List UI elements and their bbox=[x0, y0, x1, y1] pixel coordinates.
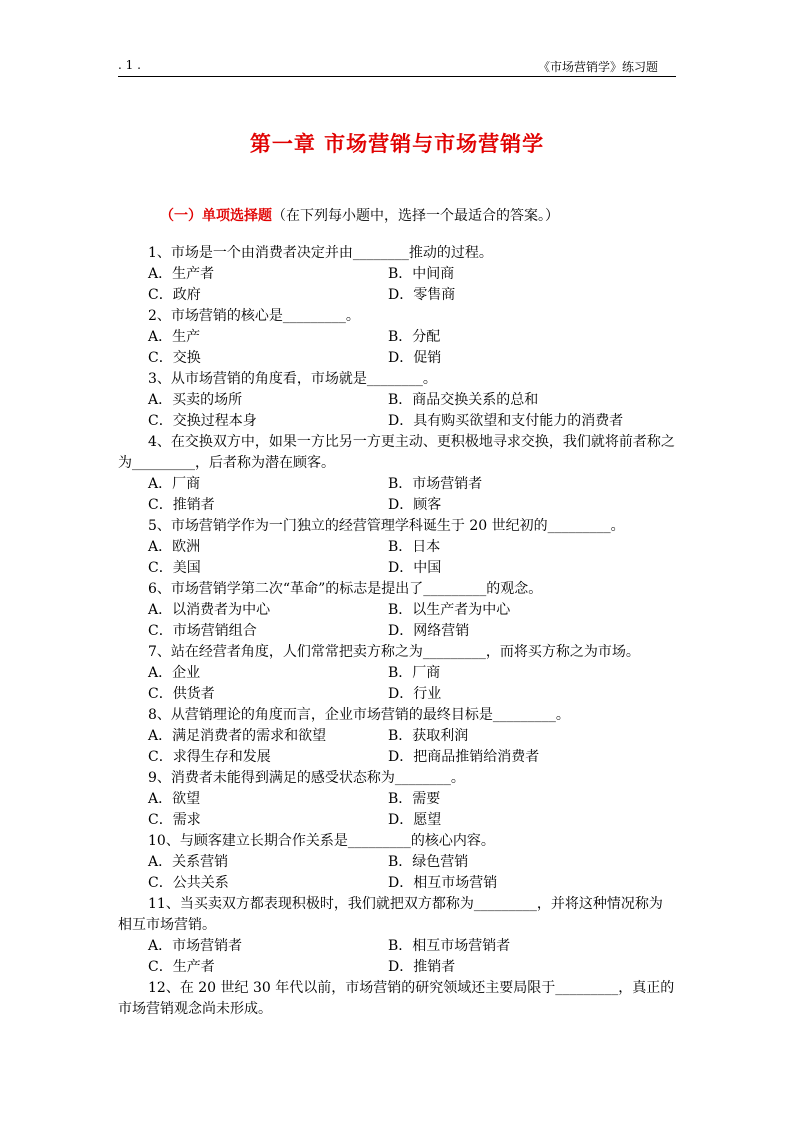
option-d: D．促销 bbox=[388, 350, 442, 366]
section-heading bbox=[160, 205, 559, 225]
option-c: C．交换 bbox=[148, 350, 201, 366]
question-list bbox=[0, 243, 794, 1020]
question bbox=[0, 516, 794, 579]
option-c: C．公共关系 bbox=[148, 875, 229, 891]
question bbox=[0, 831, 794, 894]
question bbox=[0, 768, 794, 831]
option-a: A．厂商 bbox=[148, 476, 201, 492]
question bbox=[0, 978, 794, 1020]
question bbox=[0, 894, 794, 978]
option-c: C．求得生存和发展 bbox=[148, 749, 271, 765]
option-d: D．零售商 bbox=[388, 287, 456, 303]
option-b: B．中间商 bbox=[388, 266, 455, 282]
option-a: A．欲望 bbox=[148, 791, 201, 807]
question bbox=[0, 306, 794, 369]
chapter-title: 第一章 市场营销与市场营销学 bbox=[249, 131, 545, 156]
option-d: D．推销者 bbox=[388, 959, 456, 975]
page-header bbox=[118, 58, 676, 77]
section-instruction: （在下列每小题中，选择一个最适合的答案。） bbox=[272, 208, 559, 224]
option-c: C．供货者 bbox=[148, 686, 215, 702]
question bbox=[0, 243, 794, 306]
option-b: B．绿色营销 bbox=[388, 854, 469, 870]
question-stem: 6、市场营销学第二次“革命”的标志是提出了_________的观念。 bbox=[148, 581, 543, 597]
option-a: A．生产者 bbox=[148, 266, 215, 282]
option-b: B．商品交换关系的总和 bbox=[388, 392, 539, 408]
document-title: 《市场营销学》练习题 bbox=[537, 60, 658, 74]
question-stem: 9、消费者未能得到满足的感受状态称为________。 bbox=[148, 770, 465, 786]
option-b: B．相互市场营销者 bbox=[388, 938, 511, 954]
option-a: A．买卖的场所 bbox=[148, 392, 243, 408]
option-d: D．行业 bbox=[388, 686, 442, 702]
question-stem: 4、在交换双方中，如果一方比另一方更主动、更积极地寻求交换，我们就将前者称之为_________，后者称为潜在顾客。 bbox=[118, 434, 675, 471]
option-d: D．顾客 bbox=[388, 497, 442, 513]
option-a: A．企业 bbox=[148, 665, 201, 681]
question-stem: 8、从营销理论的角度而言，企业市场营销的最终目标是_________。 bbox=[148, 707, 570, 723]
question-stem: 5、市场营销学作为一门独立的经营管理学科诞生于 20 世纪初的_________。 bbox=[148, 518, 625, 534]
option-c: C．政府 bbox=[148, 287, 201, 303]
option-c: C．生产者 bbox=[148, 959, 215, 975]
option-d: D．相互市场营销 bbox=[388, 875, 498, 891]
option-b: B．市场营销者 bbox=[388, 476, 483, 492]
option-b: B．分配 bbox=[388, 329, 441, 345]
option-c: C．市场营销组合 bbox=[148, 623, 257, 639]
option-d: D．把商品推销给消费者 bbox=[388, 749, 540, 765]
option-c: C．推销者 bbox=[148, 497, 215, 513]
option-d: D．中国 bbox=[388, 560, 442, 576]
option-a: A．满足消费者的需求和欲望 bbox=[148, 728, 327, 744]
option-d: D．具有购买欲望和支付能力的消费者 bbox=[388, 413, 624, 429]
option-b: B．厂商 bbox=[388, 665, 441, 681]
question-stem: 12、在 20 世纪 30 年代以前，市场营销的研究领域还主要局限于_________，真正的市场营销观念尚未形成。 bbox=[118, 980, 675, 1017]
option-a: A．以消费者为中心 bbox=[148, 602, 271, 618]
question bbox=[0, 642, 794, 705]
question bbox=[0, 705, 794, 768]
option-c: C．需求 bbox=[148, 812, 201, 828]
option-a: A．生产 bbox=[148, 329, 201, 345]
question bbox=[0, 579, 794, 642]
option-a: A．欧洲 bbox=[148, 539, 201, 555]
option-d: D．网络营销 bbox=[388, 623, 470, 639]
question-stem: 2、市场营销的核心是_________。 bbox=[148, 308, 360, 324]
option-a: A．市场营销者 bbox=[148, 938, 243, 954]
question bbox=[0, 369, 794, 432]
option-c: C．交换过程本身 bbox=[148, 413, 257, 429]
option-c: C．美国 bbox=[148, 560, 201, 576]
option-b: B．日本 bbox=[388, 539, 441, 555]
option-b: B．以生产者为中心 bbox=[388, 602, 511, 618]
option-a: A．关系营销 bbox=[148, 854, 229, 870]
section-label: （一）单项选择题 bbox=[160, 208, 272, 224]
option-b: B．需要 bbox=[388, 791, 441, 807]
question bbox=[0, 432, 794, 516]
question-stem: 7、站在经营者角度，人们常常把卖方称之为_________，而将买方称之为市场。 bbox=[148, 644, 640, 660]
question-stem: 1、市场是一个由消费者决定并由________推动的过程。 bbox=[148, 245, 493, 261]
option-d: D．愿望 bbox=[388, 812, 442, 828]
page-number: . 1 . bbox=[118, 58, 141, 72]
option-b: B．获取利润 bbox=[388, 728, 469, 744]
question-stem: 10、与顾客建立长期合作关系是_________的核心内容。 bbox=[148, 833, 495, 849]
question-stem: 11、当买卖双方都表现积极时，我们就把双方都称为_________，并将这种情况称为相互市场营销。 bbox=[118, 896, 663, 933]
question-stem: 3、从市场营销的角度看，市场就是________。 bbox=[148, 371, 437, 387]
